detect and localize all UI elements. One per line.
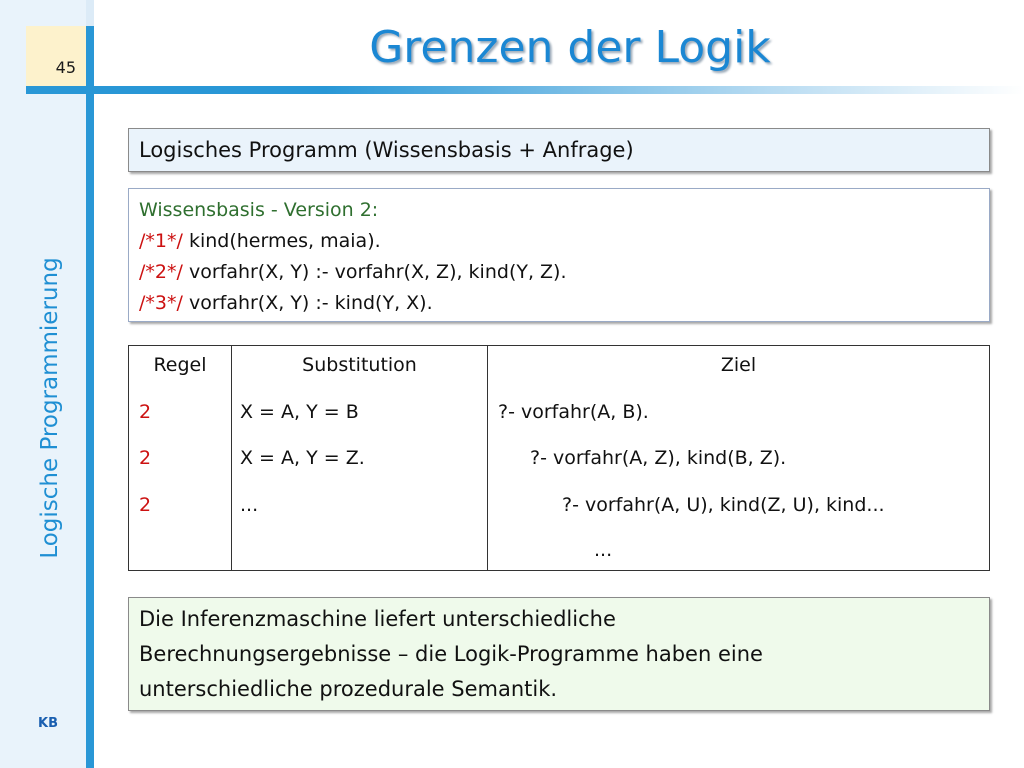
- topic-box: [128, 128, 990, 172]
- substitution-cell: ...: [240, 494, 259, 516]
- goal-cell: ?- vorfahr(A, U), kind(Z, U), kind...: [562, 494, 885, 516]
- clause-comment: /*3*/: [139, 292, 183, 314]
- sidebar-course-title: Logische Programmierung: [37, 257, 63, 559]
- goal-cell: ?- vorfahr(A, Z), kind(B, Z).: [530, 447, 787, 469]
- derivation-table: [128, 345, 990, 571]
- rule-cell: 2: [139, 447, 152, 469]
- rule-cell: 2: [139, 401, 152, 423]
- clause-code: kind(hermes, maia).: [182, 230, 381, 252]
- header-ziel: Ziel: [720, 354, 757, 376]
- substitution-cell: X = A, Y = B: [240, 401, 359, 423]
- clause-code: vorfahr(X, Y) :- kind(Y, X).: [182, 292, 433, 314]
- goal-cell: ?- vorfahr(A, B).: [498, 401, 649, 423]
- clause-line: [139, 292, 433, 314]
- clause-line: [139, 261, 567, 283]
- column-divider: [487, 346, 488, 570]
- header-regel: Regel: [153, 354, 207, 376]
- header-substitution: Substitution: [302, 354, 417, 376]
- page-number: 45: [55, 58, 76, 77]
- clause-code: vorfahr(X, Y) :- vorfahr(X, Z), kind(Y, Z).: [182, 261, 567, 283]
- conclusion-line: Berechnungsergebnisse – die Logik-Programme haben eine: [139, 642, 763, 666]
- conclusion-line: Die Inferenzmaschine liefert unterschiedliche: [139, 607, 616, 631]
- substitution-cell: X = A, Y = Z.: [240, 447, 365, 469]
- knowledge-base-box: [128, 188, 990, 322]
- clause-comment: /*2*/: [139, 261, 183, 283]
- goal-cell: ...: [594, 539, 613, 561]
- conclusion-box: [128, 597, 990, 711]
- conclusion-line: unterschiedliche prozedurale Semantik.: [139, 677, 558, 701]
- knowledge-base-header: Wissensbasis - Version 2:: [139, 199, 379, 221]
- vertical-accent-line: [86, 26, 94, 768]
- horizontal-accent-line: [26, 86, 1024, 94]
- rule-cell: 2: [139, 494, 152, 516]
- clause-line: [139, 230, 381, 252]
- slide-title: Grenzen der Logik: [369, 22, 771, 73]
- footer-initials: KB: [38, 716, 58, 731]
- topic-text: Logisches Programm (Wissensbasis + Anfrage): [139, 138, 634, 162]
- clause-comment: /*1*/: [139, 230, 183, 252]
- column-divider: [231, 346, 232, 570]
